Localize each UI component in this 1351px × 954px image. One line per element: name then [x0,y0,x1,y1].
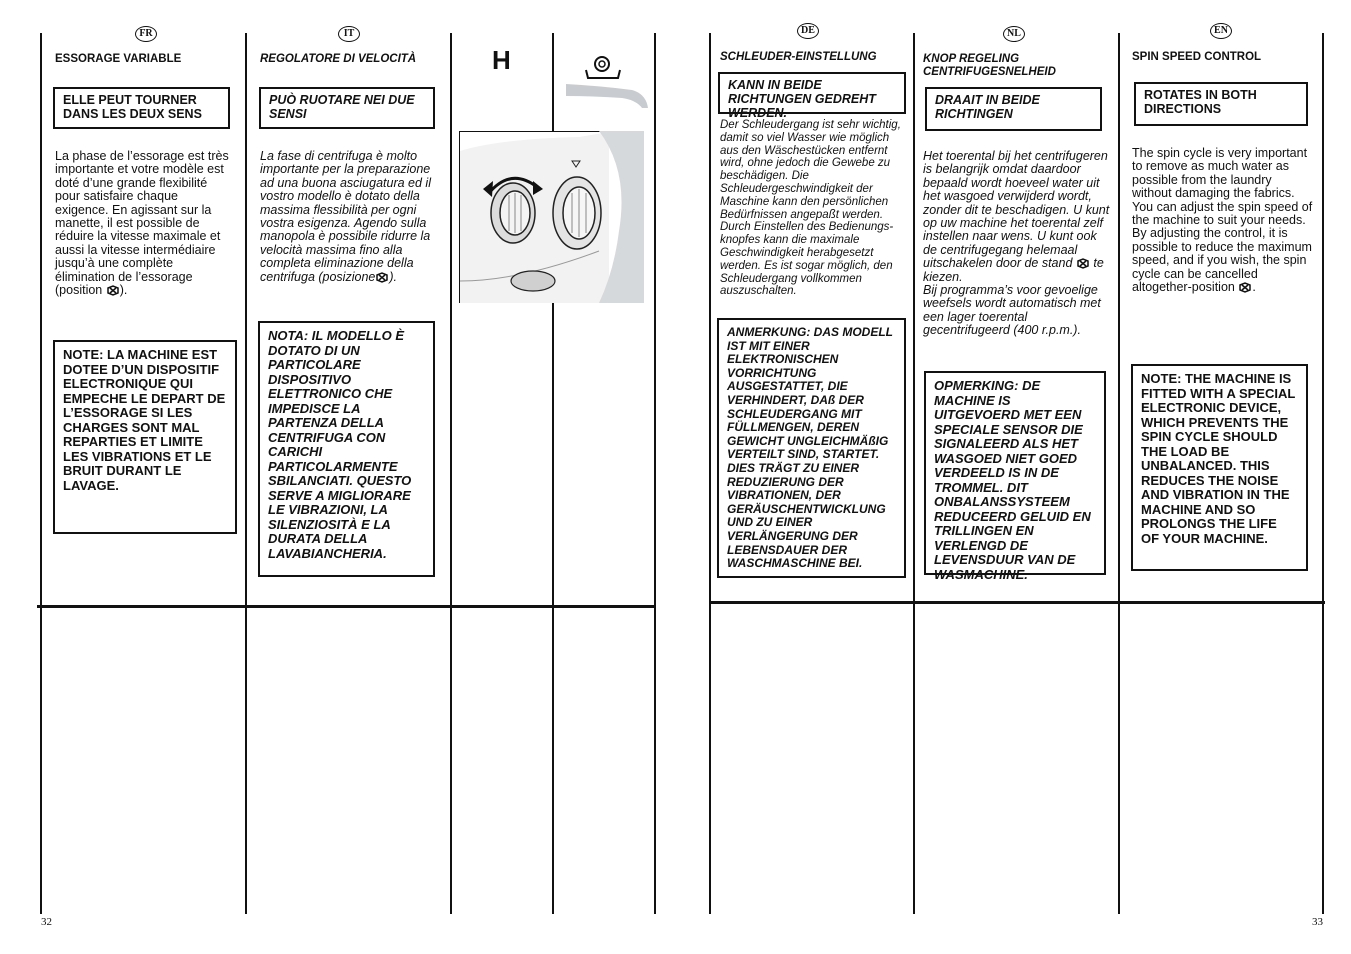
section-title-nl: KNOP REGELING CENTRIFUGESNELHEID [923,53,1056,78]
column-divider [450,33,452,914]
body-text-en [1132,147,1314,294]
column-divider [1118,33,1120,914]
language-badge-it: IT [338,26,360,42]
body-text-de: Der Schleudergang ist sehr wichtig, damit so viel Wasser wie möglich aus den Wäschestücken entfernt wird, ohne jedoch die Gewebe zu beschädigen. Die Schleudergeschwindigkeit der Maschine kann den persönlichen Bedürfnissen angepaßt werden. Durch Einstellen des Bedienungs-knopfes kann die maximale Geschwindigkeit herabgesetzt werden. Es ist sogar möglich, den Schleudergang vollkommen auszuschalten. [720,119,901,298]
column-divider [245,33,247,914]
column-divider [1322,33,1324,914]
no-spin-icon [1077,258,1089,269]
note-box-it: NOTA: IL MODELLO È DOTATO DI UN PARTICOLARE DISPOSITIVO ELETTRONICO CHE IMPEDISCE LA PARTENZA DELLA CENTRIFUGA CON CARICHI PARTICOLARMENTE SBILANCIATI. QUESTO SERVE A MIGLIORARE LE VIBRAZIONI, LA SILENZIOSITÀ E LA DURATA DELLA LAVABIANCHERIA. [258,321,435,577]
note-box-de: ANMERKUNG: DAS MODELL IST MIT EINER ELEKTRONISCHEN VORRICHTUNG AUSGESTATTET, DIE VERHINDERT, DAß DER SCHLEUDERGANG MIT FÜLLMENGEN, DEREN GEWICHT UNGLEICHMÄßIG VERTEILT SIND, STARTET. DIES TRÄGT ZU EINER REDUZIERUNG DER VIBRATIONEN, DER GERÄUSCHENTWICKLUNG UND ZU EINER VERLÄNGERUNG DER LEBENSDAUER DER WASCHMASCHINE BEI. [717,318,906,578]
body-text: The spin cycle is very important to remove as much water as possible from the laundry without damaging the fabrics. You can adjust the spin speed of the machine to suit your needs. By adjusting the control, it is possible to reduce the maximum speed, and if you wish, the spin cycle can be cancelled altogether-position [1132,146,1313,295]
language-badge-de: DE [797,23,819,39]
spin-knob-illustration [459,131,644,303]
language-badge-nl: NL [1003,26,1025,42]
column-divider [654,33,656,914]
rotation-box-en: ROTATES IN BOTH DIRECTIONS [1134,82,1308,126]
note-box-fr: NOTE: LA MACHINE EST DOTEE D’UN DISPOSITIF ELECTRONIQUE QUI EMPECHE LE DEPART DE L’ESSORAGE SI LES CHARGES SONT MAL REPARTIES ET LIMITE LES VIBRATIONS ET LE BRUIT DURANT LE LAVAGE. [53,340,237,534]
body-text: La fase di centrifuga è molto importante per la preparazione ad una buona asciugatura ed il vostro modello è dotato della massima flessibilità per ogni vostra esigenza. Agendo sulla manopola è possibile ridurre la velocità massima fino alla completa eliminazione della centrifuga (posizione [260,149,431,284]
body-text-end: te kiezen. [923,256,1104,284]
rotation-box-nl: DRAAIT IN BEIDE RICHTINGEN [925,87,1102,131]
rotation-box-it: PUÒ RUOTARE NEI DUE SENSI [259,87,435,129]
language-badge-en: EN [1210,23,1232,39]
horizontal-rule [709,601,1325,604]
body-text: La phase de l’essorage est très importante et votre modèle est doté d’une grande flexibilité pour satisfaire chaque exigence. En agissant sur la manette, il est possible de réduire la vitesse maximale et aussi la vitesse intermédiaire jusqu’à une complète élimination de l’essorage (position [55,149,229,298]
body-text-nl [923,150,1113,338]
no-spin-icon [1239,282,1251,293]
section-title-it: REGOLATORE DI VELOCITÀ [260,53,417,65]
note-box-en: NOTE: THE MACHINE IS FITTED WITH A SPECIAL ELECTRONIC DEVICE, WHICH PREVENTS THE SPIN CYCLE SHOULD THE LOAD BE UNBALANCED. THIS REDUCES THE NOISE AND VIBRATION IN THE MACHINE AND SO PROLONGS THE LIFE OF YOUR MACHINE. [1131,364,1308,571]
section-title-fr: ESSORAGE VARIABLE [55,53,182,65]
body-text-end: ). [119,283,128,298]
body-text-it [260,150,440,284]
page-number-right: 33 [1312,916,1323,928]
body-text: Het toerental bij het centrifugeren is belangrijk omdat daardoor bepaald wordt hoeveel water uit het wasgoed verwijderd wordt, zonder dit te beschadigen. U kunt op uw machine het toerental zelf instellen naar wens. U kunt ook de centrifugegang helemaal uitschakelen door de stand [923,149,1110,271]
column-divider [40,33,42,914]
body-text-end: . [1252,280,1256,295]
spin-symbol-icon [562,50,650,108]
column-divider [913,33,915,914]
body-text-end: ). [389,269,397,284]
rotation-box-de: KANN IN BEIDE RICHTUNGEN GEDREHT WERDEN. [718,72,906,114]
no-spin-icon [376,272,388,283]
section-title-de: SCHLEUDER-EINSTELLUNG [720,51,877,63]
no-spin-icon [107,285,119,296]
language-badge-fr: FR [135,26,157,42]
body-text-2: Bij programma’s voor gevoelige weefsels wordt automatisch met een lager toerental gecentrifugeerd (400 r.p.m.). [923,283,1101,338]
rotation-box-fr: ELLE PEUT TOURNER DANS LES DEUX SENS [53,87,230,129]
note-box-nl: OPMERKING: DE MACHINE IS UITGEVOERD MET EEN SPECIALE SENSOR DIE SIGNALEERD ALS HET WASGOED NIET GOED VERDEELD IS IN DE TROMMEL. DIT ONBALANSSYSTEEM REDUCEERD GELUID EN TRILLINGEN EN VERLENGD DE LEVENSDUUR VAN DE WASMACHINE. [924,371,1106,575]
section-letter: H [492,45,511,75]
horizontal-rule [37,605,656,608]
column-divider [709,33,711,914]
body-text-fr [55,150,233,297]
section-title-en: SPIN SPEED CONTROL [1132,51,1262,63]
page-number-left: 32 [41,916,52,928]
